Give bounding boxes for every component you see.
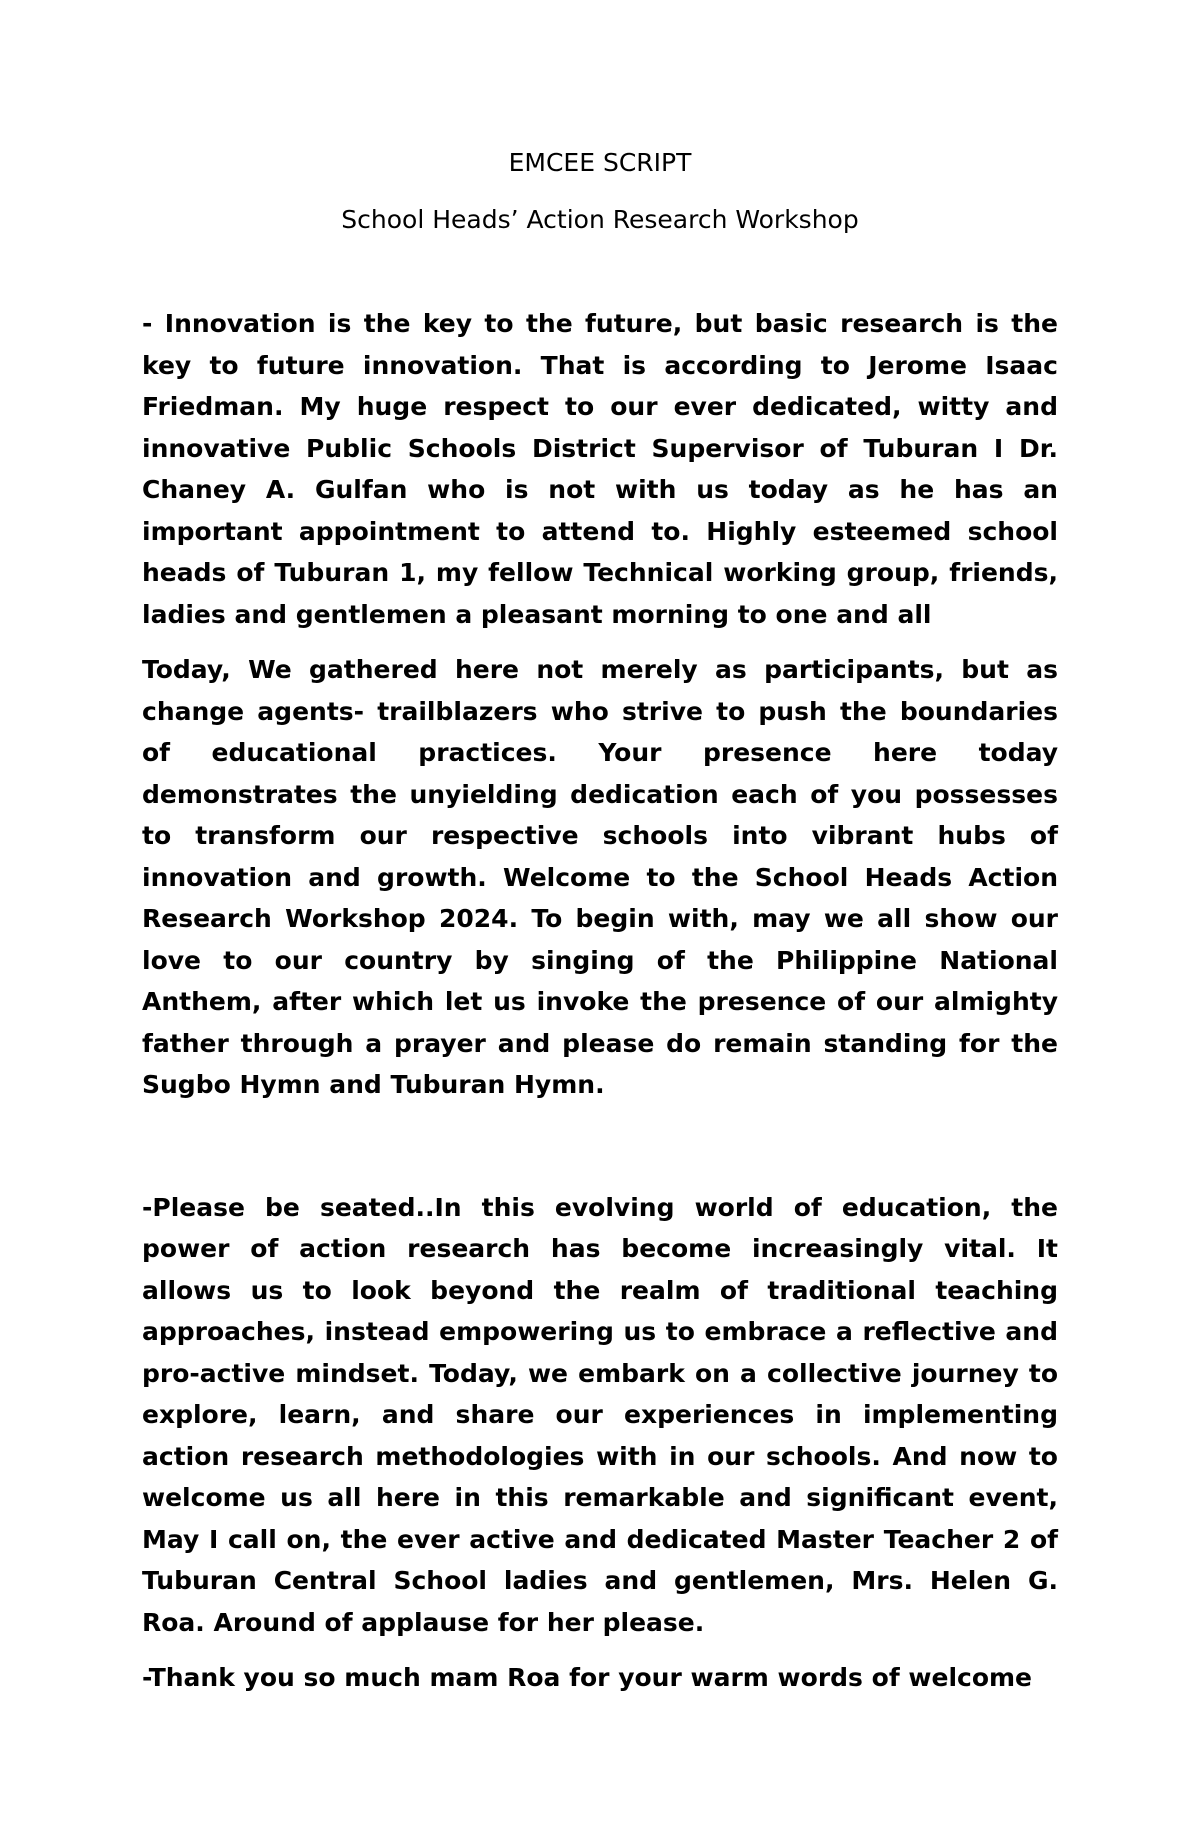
paragraph-thank-you: -Thank you so much mam Roa for your warm words of welcome xyxy=(142,1663,1033,1692)
document-title: EMCEE SCRIPT xyxy=(508,148,692,177)
document-body xyxy=(142,148,1058,1699)
paragraph-seated: -Please be seated..In this evolving world of education, the power of action research has become increasingly vital. It allows us to look beyond the realm of traditional teaching approaches, instead empowering us to embrace a reflective and pro-active mindset. Today, we embark on a collective journey to explore, learn, and share our experiences in implementing action research methodologies with in our schools. And now to welcome us all here in this remarkable and significant event, May I call on, the ever active and dedicated Master Teacher 2 of Tuburan Central School ladies and gentlemen, Mrs. Helen G. Roa. Around of applause for her please. xyxy=(142,1192,1058,1637)
document-subtitle: School Heads’ Action Research Workshop xyxy=(341,205,859,234)
paragraph-opening: - Innovation is the key to the future, but basic research is the key to future innovation. That is according to Jerome Isaac Friedman. My huge respect to our ever dedicated, witty and innovative Public Schools District Supervisor of Tuburan I Dr. Chaney A. Gulfan who is not with us today as he has an important appointment to attend to. Highly esteemed school heads of Tuburan 1, my fellow Technical working group, friends, ladies and gentlemen a pleasant morning to one and all xyxy=(142,309,1058,629)
paragraph-welcome: Today, We gathered here not merely as participants, but as change agents- trailblazers who strive to push the boundaries of educational practices. Your presence here today demonstrates the unyielding dedication each of you possesses to transform our respective schools into vibrant hubs of innovation and growth. Welcome to the School Heads Action Research Workshop 2024. To begin with, may we all show our love to our country by singing of the Philippine National Anthem, after which let us invoke the presence of our almighty father through a prayer and please do remain standing for the Sugbo Hymn and Tuburan Hymn. xyxy=(142,655,1058,1099)
